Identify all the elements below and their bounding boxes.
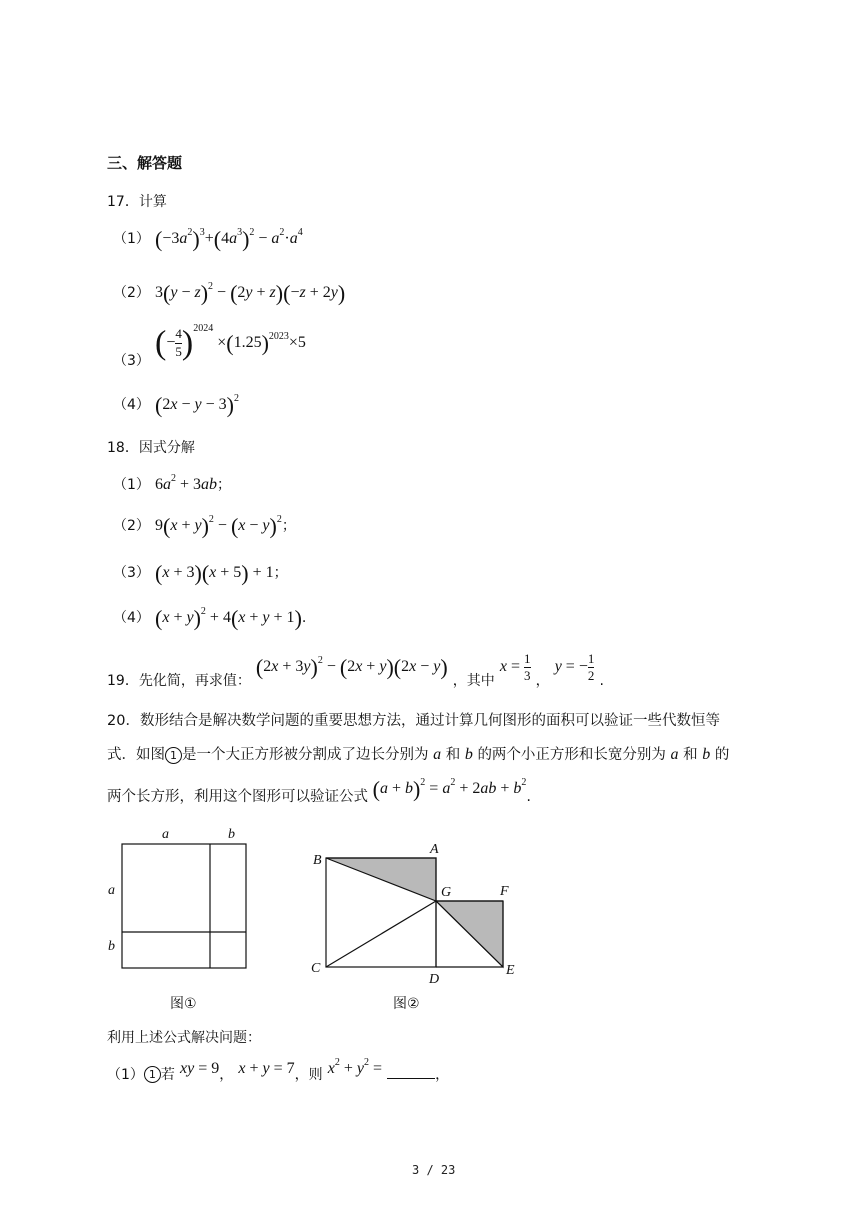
q18-item-4-label: （4） — [113, 610, 150, 626]
q18-item-2-expr: $9(x + y)^2 - (x - y)^2$ — [155, 513, 282, 539]
q17-item-1 — [113, 228, 303, 250]
q20-line-2d: 的 — [714, 747, 730, 763]
q20-formula: $(a + b)^2 = a^2 + 2ab + b^2$ — [372, 776, 527, 802]
q18-item-1-label: （1） — [113, 477, 150, 493]
q19-end: . — [599, 673, 604, 690]
fig2-caption: 图② — [393, 996, 420, 1012]
q20-line-2b: 是一个大正方形被分割成了边长分别为 — [182, 747, 429, 763]
q18-item-4-expr: $(x + y)^2 + 4(x + y + 1)$ — [155, 605, 302, 631]
q18-item-3-expr: (x + 3)(x + 5) + 1 — [155, 560, 274, 586]
fig2-label-b: B — [313, 853, 322, 868]
q20-line-3 — [107, 776, 531, 814]
q20-sub-1-ruo: 若 — [160, 1067, 175, 1083]
q17-item-3-expr: (− $\frac{4}{5}$ )$^{2024} \times(1.25)^{2023}\times 5$ — [155, 322, 306, 361]
fig2-label-d: D — [429, 972, 440, 987]
q18-item-3: （3） (x + 3)(x + 5) + 1； — [113, 560, 288, 586]
q20-line-2c: 的两个小正方形和长宽分别为 — [477, 747, 666, 763]
q19-comma: ， — [535, 673, 550, 690]
fig1-label-top-b: b — [228, 827, 235, 842]
q18-title: 18．因式分解 — [107, 440, 195, 456]
q17-item-4-label: （4） — [113, 397, 150, 413]
q20-line-3-end: . — [526, 789, 531, 805]
q17-item-4 — [113, 394, 239, 416]
fig1-label-top-a: a — [162, 827, 169, 842]
q19-expr: $(2x + 3y)^2 - (2x + y)(2x - y)$ — [255, 654, 448, 680]
fig1-outer-square — [122, 844, 246, 968]
fig1-label-left-a: a — [108, 883, 115, 898]
q20-sub-1 — [107, 1057, 450, 1084]
circled-one-icon-2: 1 — [144, 1066, 161, 1083]
q20-he-2: 和 — [683, 747, 698, 763]
fig2-label-a: A — [430, 842, 439, 857]
q20-line-2 — [107, 738, 729, 772]
q17-title: 17．计算 — [107, 194, 167, 210]
q17-item-3 — [113, 322, 306, 369]
page-number: 3 / 23 — [412, 1163, 456, 1177]
answer-blank[interactable] — [387, 1064, 435, 1079]
q17-item-2-expr: $3(y - z)^2 - (2y + z)(-z + 2y)$ — [155, 280, 346, 306]
q20-sub-1-end: ， — [435, 1067, 450, 1083]
q19 — [107, 651, 604, 690]
section-title: 三、解答题 — [107, 154, 183, 172]
fig2-line-cg — [326, 901, 436, 967]
q17-item-1-expr: $(-3a^2)^3+(4a^3)^2 - a^2\cdot a^4$ — [155, 226, 303, 252]
q20-var-a-2: a — [670, 746, 679, 763]
fig2-shaded-triangle-top — [326, 858, 436, 901]
q20-var-a: a — [433, 746, 442, 763]
q20-use-text: 利用上述公式解决问题： — [107, 1030, 261, 1046]
fig2-label-g: G — [441, 885, 452, 900]
fig1-label-left-b: b — [108, 939, 115, 954]
q17-item-4-expr: $(2x - y - 3)^2$ — [155, 392, 239, 418]
q19-prefix: 19．先化简，再求值： — [107, 673, 251, 690]
q18-item-4: （4） $(x + y)^2 + 4(x + y + 1)$. — [113, 605, 307, 631]
q19-mid: ，其中 — [452, 673, 495, 690]
q20-he-1: 和 — [445, 747, 461, 763]
q18-item-1: （1） $6a^2 + 3ab$； — [113, 473, 232, 493]
q19-y-value: y = − $\frac{1}{2}$ — [554, 651, 595, 684]
q20-sub-1-target: $x^2 + y^2$ = — [327, 1057, 382, 1077]
q20-sub-1-label: （1） — [107, 1067, 144, 1083]
figure-1 — [100, 822, 260, 977]
q17-item-2 — [113, 282, 345, 304]
q20-sub-1-xy: xy = 9 — [180, 1060, 220, 1077]
fig2-label-f: F — [500, 884, 509, 899]
q20-line-2a: 式．如图 — [107, 747, 165, 763]
q20-sub-1-c1: ， — [219, 1067, 234, 1083]
q20-var-b-2: b — [702, 746, 711, 763]
fig2-label-e: E — [506, 963, 515, 978]
circled-one-icon: 1 — [165, 747, 182, 764]
q18-item-1-expr: $6a^2 + 3ab$ — [155, 473, 218, 493]
q18-item-3-label: （3） — [113, 565, 150, 581]
q18-item-2: （2） $9(x + y)^2 - (x - y)^2$； — [113, 513, 296, 539]
fig2-label-c: C — [311, 961, 321, 976]
q17-item-1-label: （1） — [113, 231, 150, 247]
q19-x-value: x = $\frac{1}{3}$ — [499, 651, 531, 684]
figure-2 — [305, 838, 530, 988]
q18-item-2-label: （2） — [113, 518, 150, 534]
fig1-caption: 图① — [170, 996, 197, 1012]
q20-line-1: 20．数形结合是解决数学问题的重要思想方法，通过计算几何图形的面积可以验证一些代数恒等 — [107, 713, 720, 729]
q17-item-3-label: （3） — [113, 352, 150, 369]
q20-line-3-text: 两个长方形，利用这个图形可以验证公式 — [107, 789, 368, 805]
q20-sub-1-c2: ，则 — [294, 1067, 323, 1083]
q17-item-2-label: （2） — [113, 285, 150, 301]
q20-sub-1-sum: x + y = 7 — [238, 1060, 295, 1077]
q20-var-b: b — [464, 746, 473, 763]
